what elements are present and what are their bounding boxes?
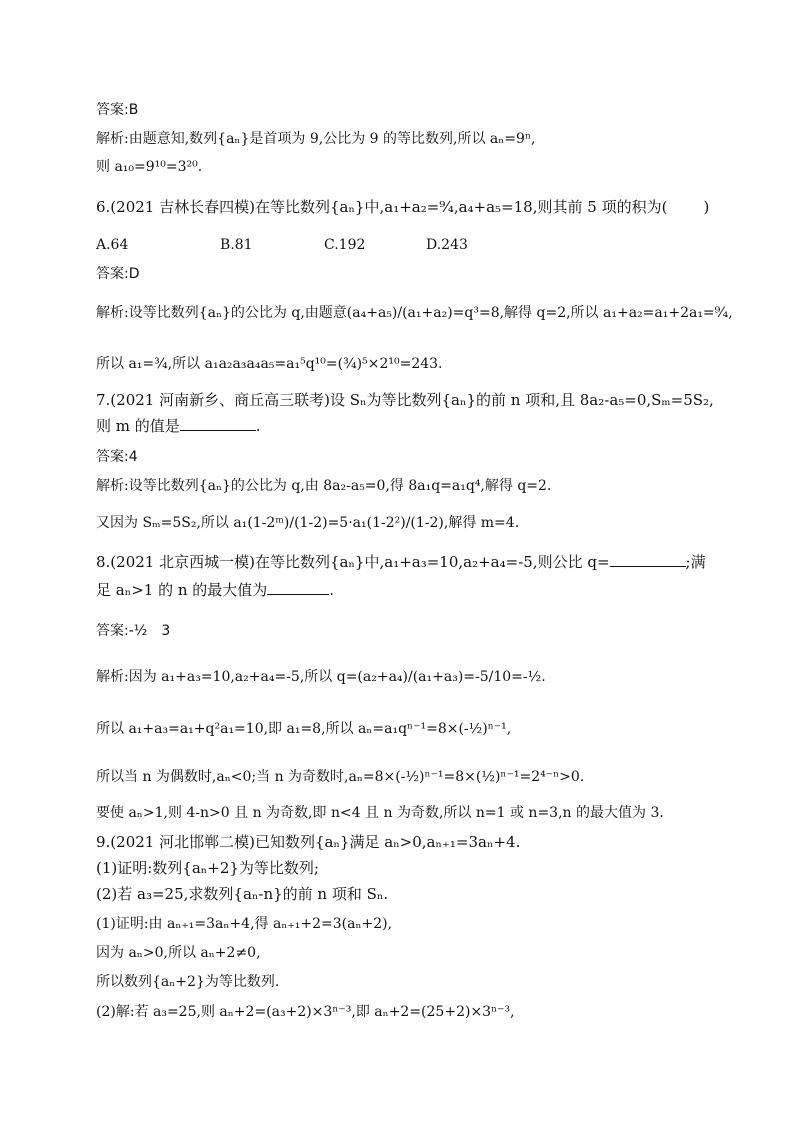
question-6	[96, 197, 709, 217]
option-a: A.64	[96, 237, 129, 253]
analysis-8: 解析:因为 a₁+a₃=10,a₂+a₄=-5,所以 q=(a₂+a₄)/(a₁+a₃)=-5/10=-½.	[96, 669, 546, 685]
analysis-6: 解析:设等比数列{aₙ}的公比为 q,由题意(a₄+a₅)/(a₁+a₂)=q³=8,解得 q=2,所以 a₁+a₂=a₁+2a₁=⁹⁄₄,	[96, 305, 733, 321]
blank-line	[610, 552, 686, 567]
solution-9-line-2: 因为 aₙ>0,所以 aₙ+2≠0,	[96, 945, 261, 961]
analysis-7: 解析:设等比数列{aₙ}的公比为 q,由 8a₂-a₅=0,得 8a₁q=a₁q⁴,解得 q=2.	[96, 478, 552, 494]
question-8-text-2: 足 aₙ>1 的 n 的最大值为	[96, 581, 268, 599]
solution-9-line-3: 所以数列{aₙ+2}为等比数列.	[96, 974, 280, 990]
question-9: 9.(2021 河北邯郸二模)已知数列{aₙ}满足 aₙ>0,aₙ₊₁=3aₙ+4.	[96, 833, 521, 851]
answer-7: 答案:4	[96, 449, 138, 465]
question-9-part-1: (1)证明:数列{aₙ+2}为等比数列;	[96, 859, 319, 877]
answer-6: 答案:D	[96, 266, 140, 282]
analysis-7-cont: 又因为 Sₘ=5S₂,所以 a₁(1-2ᵐ)/(1-2)=5·a₁(1-2²)/(1-2),解得 m=4.	[96, 515, 520, 531]
question-6-text: 6.(2021 吉林长春四模)在等比数列{aₙ}中,a₁+a₂=⁹⁄₄,a₄+a₅=18,则其前 5 项的积为(	[96, 198, 668, 216]
blank-line	[267, 580, 329, 595]
question-8-text: 8.(2021 北京西城一模)在等比数列{aₙ}中,a₁+a₃=10,a₂+a₄=-5,则公比 q=	[96, 553, 610, 571]
question-7-cont	[96, 416, 261, 436]
solution-9-line-4: (2)解:若 a₃=25,则 aₙ+2=(a₃+2)×3ⁿ⁻³,即 aₙ+2=(25+2)×3ⁿ⁻³,	[96, 1004, 515, 1020]
option-d: D.243	[426, 237, 468, 253]
analysis-8-line-4: 要使 aₙ>1,则 4-n>0 且 n 为奇数,即 n<4 且 n 为奇数,所以 n=1 或 n=3,n 的最大值为 3.	[96, 805, 664, 821]
question-6-close: )	[703, 198, 710, 216]
option-c: C.192	[324, 237, 366, 253]
question-8-end: .	[329, 581, 335, 599]
question-7: 7.(2021 河南新乡、商丘高三联考)设 Sₙ为等比数列{aₙ}的前 n 项和,且 8a₂-a₅=0,Sₘ=5S₂,	[96, 391, 714, 409]
answer-8: 答案:-½ 3	[96, 623, 171, 639]
answer-5: 答案:B	[96, 102, 139, 118]
question-7-end: .	[255, 417, 261, 435]
question-7-text: 则 m 的值是	[96, 417, 180, 435]
analysis-5: 解析:由题意知,数列{aₙ}是首项为 9,公比为 9 的等比数列,所以 aₙ=9ⁿ,	[96, 131, 536, 147]
blank-line	[180, 416, 256, 431]
question-8	[96, 552, 706, 572]
analysis-8-line-2: 所以 a₁+a₃=a₁+q²a₁=10,即 a₁=8,所以 aₙ=a₁qⁿ⁻¹=8×(-½)ⁿ⁻¹,	[96, 721, 512, 737]
question-9-part-2: (2)若 a₃=25,求数列{aₙ-n}的前 n 项和 Sₙ.	[96, 885, 389, 903]
solution-9-line-1: (1)证明:由 aₙ₊₁=3aₙ+4,得 aₙ₊₁+2=3(aₙ+2),	[96, 916, 393, 932]
analysis-6-cont: 所以 a₁=¾,所以 a₁a₂a₃a₄a₅=a₁⁵q¹⁰=(¾)⁵×2¹⁰=243.	[96, 356, 443, 372]
option-b: B.81	[220, 237, 253, 253]
question-8-text-cont: ;满	[685, 553, 706, 571]
question-8-cont	[96, 580, 334, 600]
analysis-8-line-3: 所以当 n 为偶数时,aₙ<0;当 n 为奇数时,aₙ=8×(-½)ⁿ⁻¹=8×(½)ⁿ⁻¹=2⁴⁻ⁿ>0.	[96, 769, 585, 785]
analysis-5-cont: 则 a₁₀=9¹⁰=3²⁰.	[96, 159, 203, 175]
